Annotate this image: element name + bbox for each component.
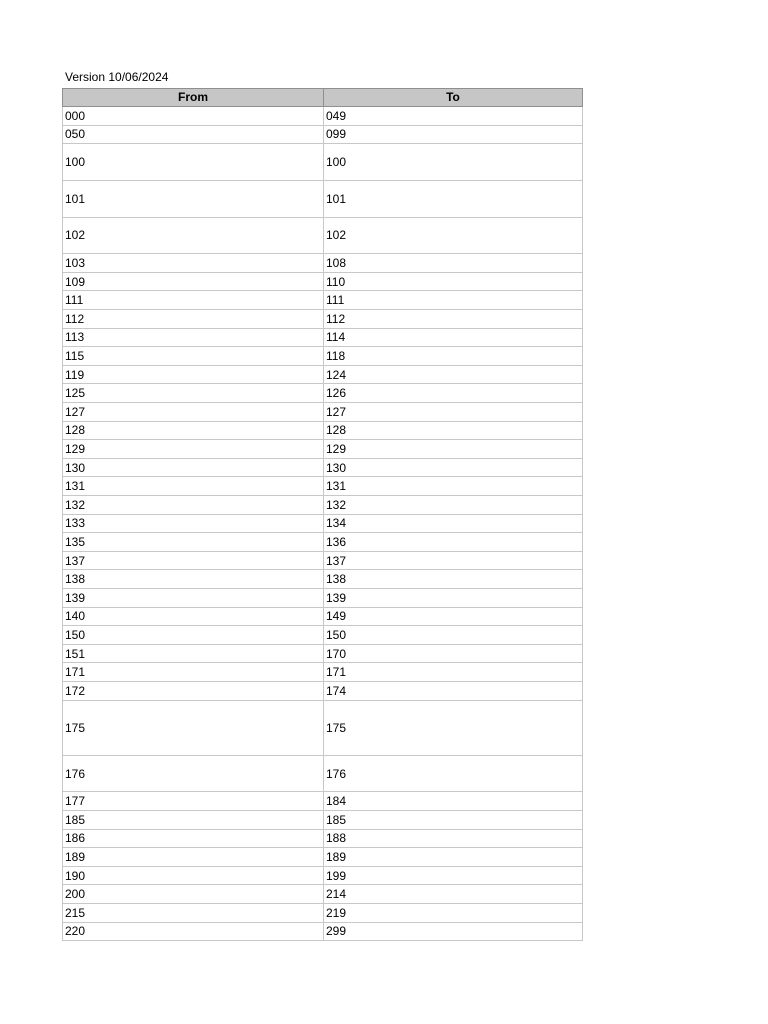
cell-from: 151 (63, 644, 324, 663)
table-row (63, 681, 583, 700)
table-row (63, 272, 583, 291)
table-header-row (63, 89, 583, 107)
cell-from: 175 (63, 700, 324, 755)
table-row (63, 403, 583, 422)
cell-from: 220 (63, 922, 324, 941)
cell-to: 134 (324, 514, 583, 533)
cell-from: 150 (63, 626, 324, 645)
cell-to: 111 (324, 291, 583, 310)
cell-to: 150 (324, 626, 583, 645)
cell-from: 111 (63, 291, 324, 310)
cell-to: 131 (324, 477, 583, 496)
table-row (63, 291, 583, 310)
cell-to: 126 (324, 384, 583, 403)
cell-to: 171 (324, 663, 583, 682)
cell-to: 219 (324, 903, 583, 922)
column-header-to: To (324, 89, 583, 107)
cell-to: 108 (324, 254, 583, 273)
cell-to: 189 (324, 848, 583, 867)
table-row (63, 866, 583, 885)
cell-from: 185 (63, 810, 324, 829)
cell-to: 138 (324, 570, 583, 589)
table-row (63, 365, 583, 384)
cell-from: 113 (63, 328, 324, 347)
cell-to: 132 (324, 495, 583, 514)
cell-to: 100 (324, 144, 583, 181)
cell-to: 114 (324, 328, 583, 347)
table-row (63, 570, 583, 589)
cell-to: 099 (324, 125, 583, 144)
table-row (63, 440, 583, 459)
table-row (63, 755, 583, 792)
cell-from: 189 (63, 848, 324, 867)
cell-from: 101 (63, 180, 324, 217)
cell-to: 176 (324, 755, 583, 792)
table-row (63, 810, 583, 829)
table-body (63, 107, 583, 941)
table-row (63, 626, 583, 645)
table-row (63, 533, 583, 552)
table-row (63, 922, 583, 941)
cell-from: 177 (63, 792, 324, 811)
cell-from: 137 (63, 551, 324, 570)
cell-from: 135 (63, 533, 324, 552)
cell-from: 103 (63, 254, 324, 273)
cell-to: 118 (324, 347, 583, 366)
table-row (63, 607, 583, 626)
cell-from: 186 (63, 829, 324, 848)
cell-to: 136 (324, 533, 583, 552)
cell-to: 124 (324, 365, 583, 384)
table-row (63, 107, 583, 126)
table-row (63, 254, 583, 273)
table-row (63, 384, 583, 403)
cell-from: 133 (63, 514, 324, 533)
table-row (63, 663, 583, 682)
table-row (63, 514, 583, 533)
cell-from: 050 (63, 125, 324, 144)
column-header-from: From (63, 89, 324, 107)
cell-from: 171 (63, 663, 324, 682)
cell-from: 102 (63, 217, 324, 254)
cell-from: 000 (63, 107, 324, 126)
table-row (63, 903, 583, 922)
cell-from: 130 (63, 458, 324, 477)
table-row (63, 848, 583, 867)
cell-from: 132 (63, 495, 324, 514)
cell-from: 176 (63, 755, 324, 792)
cell-from: 129 (63, 440, 324, 459)
cell-from: 115 (63, 347, 324, 366)
table-row (63, 180, 583, 217)
cell-to: 130 (324, 458, 583, 477)
cell-to: 129 (324, 440, 583, 459)
table-row (63, 700, 583, 755)
table-row (63, 144, 583, 181)
table-row (63, 328, 583, 347)
cell-from: 190 (63, 866, 324, 885)
table-row (63, 829, 583, 848)
cell-from: 109 (63, 272, 324, 291)
cell-to: 184 (324, 792, 583, 811)
table-row (63, 458, 583, 477)
table-row (63, 310, 583, 329)
version-label: Version 10/06/2024 (65, 70, 169, 84)
table-row (63, 885, 583, 904)
cell-from: 127 (63, 403, 324, 422)
cell-to: 149 (324, 607, 583, 626)
cell-from: 128 (63, 421, 324, 440)
cell-from: 140 (63, 607, 324, 626)
cell-to: 049 (324, 107, 583, 126)
table-row (63, 217, 583, 254)
cell-to: 299 (324, 922, 583, 941)
cell-to: 174 (324, 681, 583, 700)
cell-to: 214 (324, 885, 583, 904)
table-row (63, 588, 583, 607)
cell-from: 112 (63, 310, 324, 329)
cell-from: 138 (63, 570, 324, 589)
table-row (63, 347, 583, 366)
cell-from: 119 (63, 365, 324, 384)
cell-to: 188 (324, 829, 583, 848)
cell-from: 131 (63, 477, 324, 496)
cell-to: 139 (324, 588, 583, 607)
cell-from: 200 (63, 885, 324, 904)
table-row (63, 644, 583, 663)
table-row (63, 495, 583, 514)
cell-from: 125 (63, 384, 324, 403)
table-row (63, 421, 583, 440)
cell-from: 100 (63, 144, 324, 181)
cell-to: 128 (324, 421, 583, 440)
cell-to: 110 (324, 272, 583, 291)
cell-from: 139 (63, 588, 324, 607)
cell-to: 137 (324, 551, 583, 570)
cell-from: 172 (63, 681, 324, 700)
cell-to: 170 (324, 644, 583, 663)
cell-to: 101 (324, 180, 583, 217)
cell-to: 199 (324, 866, 583, 885)
cell-to: 127 (324, 403, 583, 422)
table-row (63, 792, 583, 811)
table-row (63, 551, 583, 570)
cell-to: 175 (324, 700, 583, 755)
range-table (62, 88, 583, 941)
cell-to: 112 (324, 310, 583, 329)
cell-from: 215 (63, 903, 324, 922)
cell-to: 185 (324, 810, 583, 829)
table-row (63, 125, 583, 144)
table-row (63, 477, 583, 496)
cell-to: 102 (324, 217, 583, 254)
